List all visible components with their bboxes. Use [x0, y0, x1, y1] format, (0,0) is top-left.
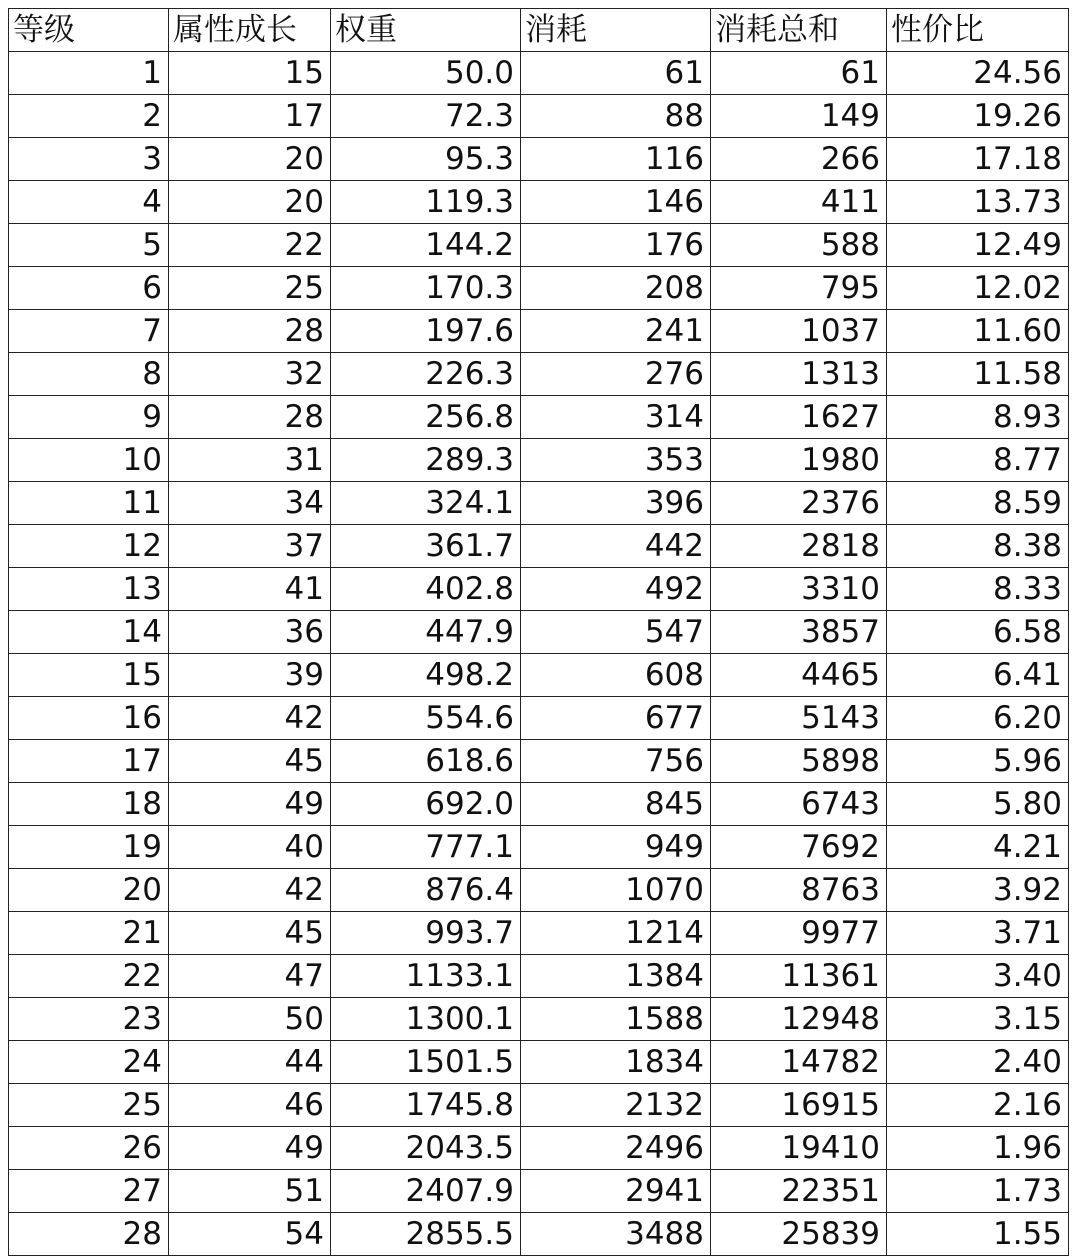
cell-level[interactable]: 19 — [9, 826, 169, 869]
table-row — [9, 482, 1069, 525]
cell-level[interactable]: 12 — [9, 525, 169, 568]
cell-level[interactable]: 17 — [9, 740, 169, 783]
table-row — [9, 783, 1069, 826]
cell-level[interactable]: 18 — [9, 783, 169, 826]
cell-cost[interactable]: 88 — [521, 95, 711, 138]
cell-total-cost[interactable]: 6743 — [711, 783, 887, 826]
cell-level[interactable]: 8 — [9, 353, 169, 396]
cell-weight[interactable]: 2043.5 — [331, 1127, 521, 1170]
cell-cost[interactable]: 176 — [521, 224, 711, 267]
table-row — [9, 224, 1069, 267]
cell-total-cost[interactable]: 411 — [711, 181, 887, 224]
cell-cost[interactable]: 1384 — [521, 955, 711, 998]
cell-level[interactable]: 14 — [9, 611, 169, 654]
cell-cost[interactable]: 276 — [521, 353, 711, 396]
cell-weight[interactable]: 256.8 — [331, 396, 521, 439]
cell-level[interactable]: 2 — [9, 95, 169, 138]
cell-cost[interactable]: 396 — [521, 482, 711, 525]
cell-value-ratio[interactable]: 11.60 — [887, 310, 1069, 353]
cell-value-ratio[interactable]: 13.73 — [887, 181, 1069, 224]
cell-attribute-growth[interactable]: 46 — [169, 1084, 331, 1127]
cell-attribute-growth[interactable]: 15 — [169, 52, 331, 95]
cell-attribute-growth[interactable]: 41 — [169, 568, 331, 611]
cell-weight[interactable]: 119.3 — [331, 181, 521, 224]
cell-total-cost[interactable]: 2376 — [711, 482, 887, 525]
cell-level[interactable]: 24 — [9, 1041, 169, 1084]
cell-cost[interactable]: 61 — [521, 52, 711, 95]
cell-weight[interactable]: 72.3 — [331, 95, 521, 138]
cell-value-ratio[interactable]: 6.58 — [887, 611, 1069, 654]
cell-attribute-growth[interactable]: 37 — [169, 525, 331, 568]
cell-attribute-growth[interactable]: 32 — [169, 353, 331, 396]
cell-weight[interactable]: 2855.5 — [331, 1213, 521, 1256]
cell-total-cost[interactable]: 1313 — [711, 353, 887, 396]
cell-level[interactable]: 10 — [9, 439, 169, 482]
cell-total-cost[interactable]: 3310 — [711, 568, 887, 611]
cell-total-cost[interactable]: 16915 — [711, 1084, 887, 1127]
cell-cost[interactable]: 1214 — [521, 912, 711, 955]
table-row — [9, 955, 1069, 998]
cell-total-cost[interactable]: 11361 — [711, 955, 887, 998]
cell-total-cost[interactable]: 149 — [711, 95, 887, 138]
cell-cost[interactable]: 116 — [521, 138, 711, 181]
cell-weight[interactable]: 447.9 — [331, 611, 521, 654]
cell-level[interactable]: 6 — [9, 267, 169, 310]
cell-level[interactable]: 20 — [9, 869, 169, 912]
cell-total-cost[interactable]: 22351 — [711, 1170, 887, 1213]
cell-weight[interactable]: 777.1 — [331, 826, 521, 869]
cell-attribute-growth[interactable]: 49 — [169, 1127, 331, 1170]
cell-level[interactable]: 25 — [9, 1084, 169, 1127]
cell-attribute-growth[interactable]: 51 — [169, 1170, 331, 1213]
cell-value-ratio[interactable]: 17.18 — [887, 138, 1069, 181]
cell-level[interactable]: 5 — [9, 224, 169, 267]
cell-cost[interactable]: 2941 — [521, 1170, 711, 1213]
cell-weight[interactable]: 618.6 — [331, 740, 521, 783]
header-value-ratio[interactable]: 性价比 — [887, 9, 1069, 52]
cell-total-cost[interactable]: 795 — [711, 267, 887, 310]
cell-cost[interactable]: 353 — [521, 439, 711, 482]
cell-weight[interactable]: 144.2 — [331, 224, 521, 267]
table-row — [9, 138, 1069, 181]
table-row — [9, 1213, 1069, 1256]
table-row — [9, 310, 1069, 353]
cell-weight[interactable]: 95.3 — [331, 138, 521, 181]
cell-cost[interactable]: 442 — [521, 525, 711, 568]
cell-total-cost[interactable]: 266 — [711, 138, 887, 181]
cell-value-ratio[interactable]: 8.38 — [887, 525, 1069, 568]
header-cost[interactable]: 消耗 — [521, 9, 711, 52]
table-row — [9, 912, 1069, 955]
cell-cost[interactable]: 608 — [521, 654, 711, 697]
cell-attribute-growth[interactable]: 45 — [169, 740, 331, 783]
cell-cost[interactable]: 2496 — [521, 1127, 711, 1170]
cell-level[interactable]: 16 — [9, 697, 169, 740]
cell-weight[interactable]: 361.7 — [331, 525, 521, 568]
cell-total-cost[interactable]: 1980 — [711, 439, 887, 482]
cell-total-cost[interactable]: 14782 — [711, 1041, 887, 1084]
cell-weight[interactable]: 993.7 — [331, 912, 521, 955]
cell-attribute-growth[interactable]: 17 — [169, 95, 331, 138]
cell-cost[interactable]: 1070 — [521, 869, 711, 912]
cell-weight[interactable]: 2407.9 — [331, 1170, 521, 1213]
cell-cost[interactable]: 1588 — [521, 998, 711, 1041]
cell-total-cost[interactable]: 5898 — [711, 740, 887, 783]
table-row — [9, 869, 1069, 912]
cell-total-cost[interactable]: 12948 — [711, 998, 887, 1041]
cell-value-ratio[interactable]: 12.49 — [887, 224, 1069, 267]
cell-weight[interactable]: 498.2 — [331, 654, 521, 697]
cell-total-cost[interactable]: 7692 — [711, 826, 887, 869]
cell-value-ratio[interactable]: 4.21 — [887, 826, 1069, 869]
cell-weight[interactable]: 1300.1 — [331, 998, 521, 1041]
cell-attribute-growth[interactable]: 45 — [169, 912, 331, 955]
cell-total-cost[interactable]: 5143 — [711, 697, 887, 740]
cell-attribute-growth[interactable]: 20 — [169, 181, 331, 224]
cell-level[interactable]: 1 — [9, 52, 169, 95]
cell-attribute-growth[interactable]: 47 — [169, 955, 331, 998]
cell-value-ratio[interactable]: 11.58 — [887, 353, 1069, 396]
cell-attribute-growth[interactable]: 36 — [169, 611, 331, 654]
cell-level[interactable]: 22 — [9, 955, 169, 998]
cell-attribute-growth[interactable]: 42 — [169, 697, 331, 740]
cell-weight[interactable]: 226.3 — [331, 353, 521, 396]
cell-weight[interactable]: 197.6 — [331, 310, 521, 353]
table-row — [9, 611, 1069, 654]
table-row — [9, 353, 1069, 396]
cell-attribute-growth[interactable]: 50 — [169, 998, 331, 1041]
cell-attribute-growth[interactable]: 22 — [169, 224, 331, 267]
cell-attribute-growth[interactable]: 28 — [169, 396, 331, 439]
cell-attribute-growth[interactable]: 25 — [169, 267, 331, 310]
cell-value-ratio[interactable]: 1.96 — [887, 1127, 1069, 1170]
table-body — [9, 52, 1069, 1256]
cell-weight[interactable]: 1133.1 — [331, 955, 521, 998]
cell-total-cost[interactable]: 1627 — [711, 396, 887, 439]
cell-level[interactable]: 7 — [9, 310, 169, 353]
cell-value-ratio[interactable]: 6.20 — [887, 697, 1069, 740]
cell-level[interactable]: 9 — [9, 396, 169, 439]
table-row — [9, 396, 1069, 439]
cell-total-cost[interactable]: 4465 — [711, 654, 887, 697]
table-row — [9, 654, 1069, 697]
cell-weight[interactable]: 692.0 — [331, 783, 521, 826]
cell-cost[interactable]: 677 — [521, 697, 711, 740]
spreadsheet-table — [8, 8, 1069, 1256]
table-row — [9, 1170, 1069, 1213]
cell-attribute-growth[interactable]: 40 — [169, 826, 331, 869]
cell-total-cost[interactable]: 25839 — [711, 1213, 887, 1256]
cell-total-cost[interactable]: 2818 — [711, 525, 887, 568]
cell-weight[interactable]: 876.4 — [331, 869, 521, 912]
cell-weight[interactable]: 289.3 — [331, 439, 521, 482]
table-row — [9, 697, 1069, 740]
cell-attribute-growth[interactable]: 34 — [169, 482, 331, 525]
cell-cost[interactable]: 146 — [521, 181, 711, 224]
header-total-cost[interactable]: 消耗总和 — [711, 9, 887, 52]
cell-value-ratio[interactable]: 8.59 — [887, 482, 1069, 525]
cell-value-ratio[interactable]: 19.26 — [887, 95, 1069, 138]
header-row — [9, 9, 1069, 52]
cell-level[interactable]: 4 — [9, 181, 169, 224]
table-row — [9, 1084, 1069, 1127]
cell-total-cost[interactable]: 19410 — [711, 1127, 887, 1170]
cell-weight[interactable]: 402.8 — [331, 568, 521, 611]
cell-value-ratio[interactable]: 8.77 — [887, 439, 1069, 482]
cell-attribute-growth[interactable]: 54 — [169, 1213, 331, 1256]
cell-value-ratio[interactable]: 8.93 — [887, 396, 1069, 439]
cell-cost[interactable]: 208 — [521, 267, 711, 310]
cell-cost[interactable]: 1834 — [521, 1041, 711, 1084]
cell-cost[interactable]: 845 — [521, 783, 711, 826]
cell-cost[interactable]: 2132 — [521, 1084, 711, 1127]
cell-weight[interactable]: 50.0 — [331, 52, 521, 95]
cell-attribute-growth[interactable]: 31 — [169, 439, 331, 482]
cell-level[interactable]: 23 — [9, 998, 169, 1041]
cell-level[interactable]: 15 — [9, 654, 169, 697]
cell-total-cost[interactable]: 588 — [711, 224, 887, 267]
cell-total-cost[interactable]: 8763 — [711, 869, 887, 912]
cell-value-ratio[interactable]: 24.56 — [887, 52, 1069, 95]
cell-value-ratio[interactable]: 2.16 — [887, 1084, 1069, 1127]
cell-weight[interactable]: 324.1 — [331, 482, 521, 525]
cell-weight[interactable]: 170.3 — [331, 267, 521, 310]
cell-level[interactable]: 21 — [9, 912, 169, 955]
header-attribute-growth[interactable]: 属性成长 — [169, 9, 331, 52]
cell-value-ratio[interactable]: 3.40 — [887, 955, 1069, 998]
cell-attribute-growth[interactable]: 49 — [169, 783, 331, 826]
cell-total-cost[interactable]: 1037 — [711, 310, 887, 353]
cell-level[interactable]: 26 — [9, 1127, 169, 1170]
cell-level[interactable]: 13 — [9, 568, 169, 611]
table-row — [9, 740, 1069, 783]
cell-cost[interactable]: 492 — [521, 568, 711, 611]
cell-attribute-growth[interactable]: 42 — [169, 869, 331, 912]
table-row — [9, 52, 1069, 95]
cell-cost[interactable]: 314 — [521, 396, 711, 439]
cell-cost[interactable]: 949 — [521, 826, 711, 869]
cell-total-cost[interactable]: 3857 — [711, 611, 887, 654]
cell-level[interactable]: 11 — [9, 482, 169, 525]
cell-weight[interactable]: 1745.8 — [331, 1084, 521, 1127]
cell-level[interactable]: 28 — [9, 1213, 169, 1256]
cell-level[interactable]: 27 — [9, 1170, 169, 1213]
cell-weight[interactable]: 1501.5 — [331, 1041, 521, 1084]
header-level[interactable]: 等级 — [9, 9, 169, 52]
cell-total-cost[interactable]: 9977 — [711, 912, 887, 955]
cell-cost[interactable]: 547 — [521, 611, 711, 654]
cell-cost[interactable]: 756 — [521, 740, 711, 783]
table-row — [9, 181, 1069, 224]
cell-value-ratio[interactable]: 5.96 — [887, 740, 1069, 783]
cell-value-ratio[interactable]: 12.02 — [887, 267, 1069, 310]
cell-weight[interactable]: 554.6 — [331, 697, 521, 740]
cell-value-ratio[interactable]: 1.73 — [887, 1170, 1069, 1213]
cell-attribute-growth[interactable]: 44 — [169, 1041, 331, 1084]
cell-value-ratio[interactable]: 2.40 — [887, 1041, 1069, 1084]
cell-value-ratio[interactable]: 5.80 — [887, 783, 1069, 826]
table-row — [9, 267, 1069, 310]
table-row — [9, 95, 1069, 138]
cell-attribute-growth[interactable]: 28 — [169, 310, 331, 353]
cell-cost[interactable]: 241 — [521, 310, 711, 353]
header-weight[interactable]: 权重 — [331, 9, 521, 52]
cell-attribute-growth[interactable]: 20 — [169, 138, 331, 181]
cell-value-ratio[interactable]: 8.33 — [887, 568, 1069, 611]
table-row — [9, 998, 1069, 1041]
table-row — [9, 1127, 1069, 1170]
cell-total-cost[interactable]: 61 — [711, 52, 887, 95]
table-row — [9, 826, 1069, 869]
cell-value-ratio[interactable]: 3.71 — [887, 912, 1069, 955]
cell-level[interactable]: 3 — [9, 138, 169, 181]
table-row — [9, 1041, 1069, 1084]
cell-attribute-growth[interactable]: 39 — [169, 654, 331, 697]
cell-cost[interactable]: 3488 — [521, 1213, 711, 1256]
table-row — [9, 439, 1069, 482]
cell-value-ratio[interactable]: 3.15 — [887, 998, 1069, 1041]
cell-value-ratio[interactable]: 6.41 — [887, 654, 1069, 697]
cell-value-ratio[interactable]: 1.55 — [887, 1213, 1069, 1256]
table-row — [9, 525, 1069, 568]
table-row — [9, 568, 1069, 611]
cell-value-ratio[interactable]: 3.92 — [887, 869, 1069, 912]
